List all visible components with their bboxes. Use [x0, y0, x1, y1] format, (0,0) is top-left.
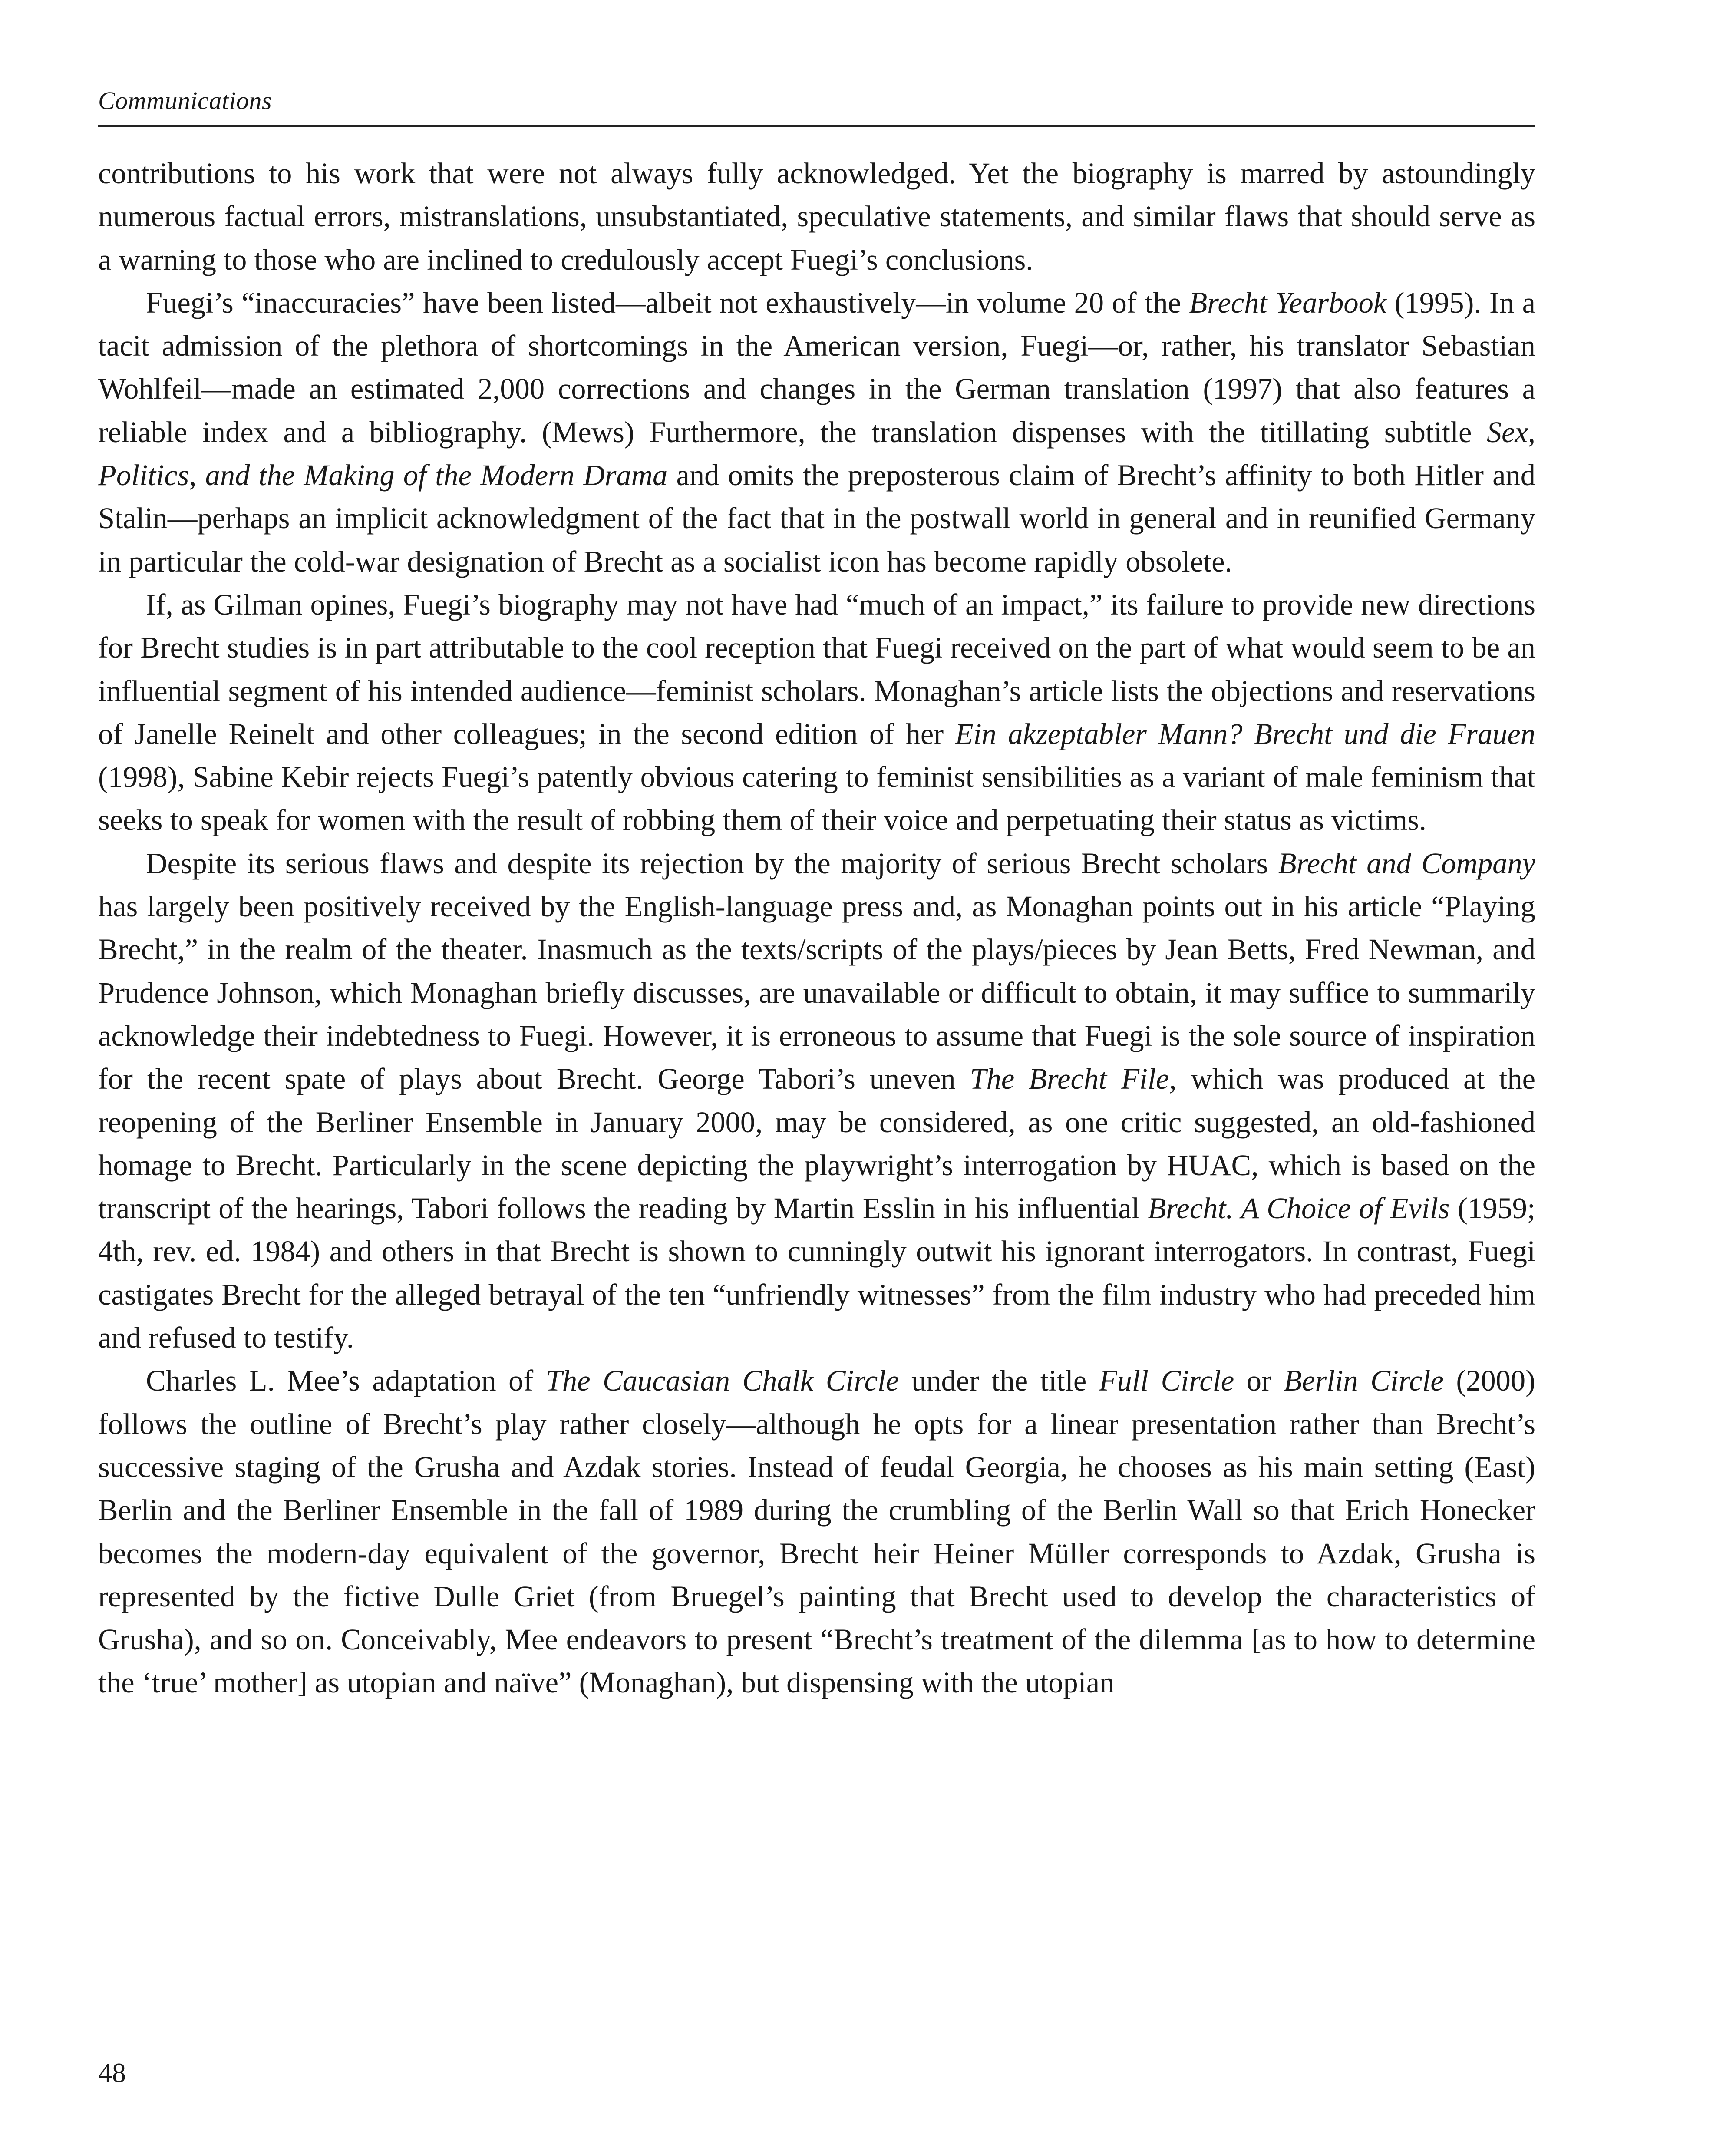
- text-run: under the title: [899, 1364, 1099, 1398]
- running-head: Communications: [98, 86, 272, 115]
- italic-title: Berlin Circle: [1284, 1364, 1444, 1398]
- italic-title: The Brecht File: [970, 1062, 1169, 1096]
- text-run: (1995). In a tacit admission of the plethora of shortcomings in the American version, Fuegi—or, rather, his translator Sebastian Wohlfeil—made an estimated 2,000 corrections and changes in the German translation (1997) that also features a reliable index and a bibliography. (Mews) Furthermore, the translation dispenses with the titillating subtitle: [98, 286, 1535, 449]
- italic-title: Sex, Politics, and the Making of the Modern Drama: [98, 415, 1535, 492]
- italic-title: Full Circle: [1099, 1364, 1234, 1398]
- text-run: Despite its serious flaws and despite its rejection by the majority of serious Brecht scholars: [146, 846, 1278, 880]
- text-run: (2000) follows the outline of Brecht’s play rather closely—although he opts for a linear presentation rather than Brecht’s successive staging of the Grusha and Azdak stories. Instead of feudal Georgia, he chooses as his main setting (East) Berlin and the Berliner Ensemble in the fall of 1989 during the crumbling of the Berlin Wall so that Erich Honecker becomes the modern-day equivalent of the governor, Brecht heir Heiner Müller corresponds to Azdak, Grusha is represented by the fictive Dulle Griet (from Bruegel’s painting that Brecht used to develop the characteristics of Grusha), and so on. Conceivably, Mee endeavors to present “Brecht’s treatment of the dilemma [as to how to determine the ‘true’ mother] as utopian and naïve” (Monaghan), but dispensing with the utopian: [98, 1364, 1535, 1699]
- text-run: has largely been positively received by the English-language press and, as Monaghan points out in his article “Playing Brecht,” in the realm of the theater. Inasmuch as the texts/scripts of the plays/pieces by Jean Betts, Fred Newman, and Prudence Johnson, which Monaghan briefly discusses, are unavailable or difficult to obtain, it may suffice to summarily acknowledge their indebtedness to Fuegi. However, it is erroneous to assume that Fuegi is the sole source of inspiration for the recent spate of plays about Brecht. George Tabori’s uneven: [98, 890, 1535, 1096]
- text-run: , which was produced at the reopening of the Berliner Ensemble in January 2000, may be considered, as one critic suggested, an old-fashioned homage to Brecht. Particularly in the scene depicting the playwright’s interrogation by HUAC, which is based on the transcript of the hearings, Tabori follows the reading by Martin Esslin in his influential: [98, 1062, 1536, 1225]
- paragraph-2: [98, 281, 1535, 583]
- paragraph-3: [98, 583, 1535, 842]
- text-run: and omits the preposterous claim of Brecht’s affinity to both Hitler and Stalin—perhaps an implicit acknowledgment of the fact that in the postwall world in general and in reunified Germany in particular the cold-war designation of Brecht as a socialist icon has become rapidly obsolete.: [98, 459, 1535, 578]
- italic-title: Brecht. A Choice of Evils: [1148, 1192, 1450, 1225]
- text-run: (1998), Sabine Kebir rejects Fuegi’s patently obvious catering to feminist sensibilities as a variant of male feminism that seeks to speak for women with the result of robbing them of their voice and perpetuating their status as victims.: [98, 760, 1535, 837]
- italic-title: Brecht and Company: [1278, 846, 1535, 880]
- text-run: or: [1234, 1364, 1284, 1398]
- header-rule: [98, 125, 1535, 127]
- paragraph-4: [98, 842, 1535, 1360]
- text-run: (1959; 4th, rev. ed. 1984) and others in that Brecht is shown to cunningly outwit his ignorant interrogators. In contrast, Fuegi castigates Brecht for the alleged betrayal of the ten “unfriendly witnesses” from the film industry who had preceded him and refused to testify.: [98, 1192, 1535, 1355]
- page-number: 48: [98, 2057, 126, 2088]
- text-run: If, as Gilman opines, Fuegi’s biography may not have had “much of an impact,” its failure to provide new directions for Brecht studies is in part attributable to the cool reception that Fuegi received on the part of what would seem to be an influential segment of his intended audience—feminist scholars. Monaghan’s article lists the objections and reservations of Janelle Reinelt and other colleagues; in the second edition of her: [98, 588, 1535, 750]
- text-run: Charles L. Mee’s adaptation of: [146, 1364, 546, 1398]
- body-text: [98, 152, 1535, 1705]
- italic-title: Brecht Yearbook: [1189, 286, 1387, 319]
- text-run: contributions to his work that were not always fully acknowledged. Yet the biography is marred by astoundingly numerous factual errors, mistranslations, unsubstantiated, speculative statements, and similar flaws that should serve as a warning to those who are inclined to credulously accept Fuegi’s conclusions.: [98, 157, 1535, 276]
- paragraph-1: [98, 152, 1535, 281]
- italic-title: The Caucasian Chalk Circle: [545, 1364, 899, 1398]
- paragraph-5: [98, 1359, 1535, 1704]
- italic-title: Ein akzeptabler Mann? Brecht und die Frauen: [955, 717, 1535, 750]
- text-run: Fuegi’s “inaccuracies” have been listed—albeit not exhaustively—in volume 20 of the: [146, 286, 1189, 319]
